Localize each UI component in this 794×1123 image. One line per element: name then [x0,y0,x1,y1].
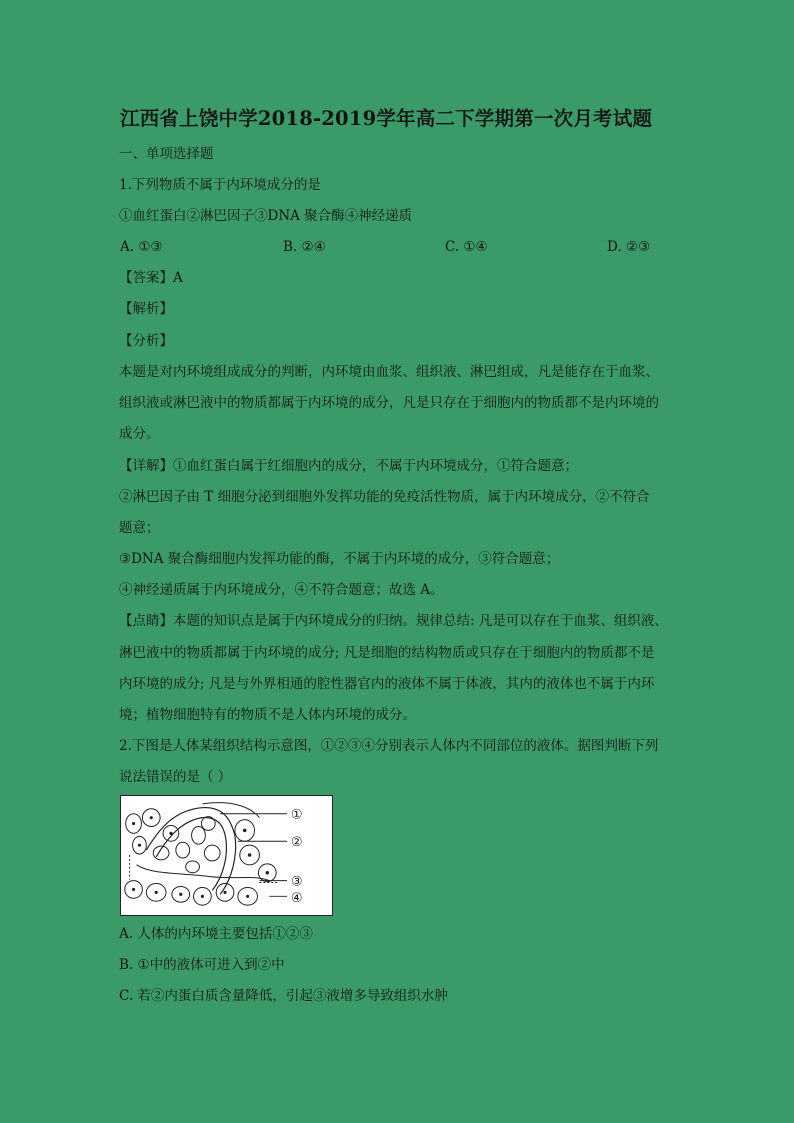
document-title: 江西省上饶中学2018-2019学年高二下学期第一次月考试题 [120,107,653,130]
q1-jiexi-label: 【解析】 [119,301,173,317]
q2-option-a: A. 人体的内环境主要包括①②③ [119,926,313,942]
q1-answer: 【答案】A [119,270,183,286]
q1-option-c: C. ①④ [445,239,488,255]
figure-label-2: ② [290,835,303,851]
q2-option-b: B. ①中的液体可进入到②中 [119,957,285,973]
cell-group [125,809,276,905]
tissue-structure-figure [120,795,333,916]
lymph-vessel [202,803,259,818]
q2-stem-line: 2.下图是人体某组织结构示意图，①②③④分别表示人体内不同部位的液体。据图判断下列 [119,738,659,754]
detail-line: ③DNA 聚合酶细胞内发挥功能的酶，不属于内环境的成分，③符合题意； [119,551,560,567]
point-line: 境；植物细胞特有的物质不是人体内环境的成分。 [119,707,416,723]
q1-stem: 1.下列物质不属于内环境成分的是 [119,177,321,193]
point-line: 【点睛】本题的知识点是属于内环境成分的归纳。规律总结: 凡是可以存在于血浆、组织液、 [119,613,668,629]
figure-label-4: ④ [290,891,303,907]
lymph-vessel [137,865,270,881]
q2-stem-line: 说法错误的是（ ） [119,769,232,785]
q1-option-b: B. ②④ [283,239,326,255]
detail-line: ④神经递质属于内环境成分，④不符合题意；故选 A。 [119,582,444,598]
figure-label-3: ③ [290,874,303,890]
capillary-wall [156,818,226,891]
figure-label-1: ① [290,807,303,823]
q1-items: ①血红蛋白②淋巴因子③DNA 聚合酶④神经递质 [119,208,413,224]
q1-fenxi-label: 【分析】 [119,333,173,349]
analysis-line: 组织液或淋巴液中的物质都属于内环境的成分，凡是只存在于细胞内的物质都不是内环境的 [119,395,659,411]
analysis-line: 本题是对内环境组成成分的判断，内环境由血浆、组织液、淋巴组成，凡是能存在于血浆、 [119,364,659,380]
section-heading: 一、单项选择题 [119,146,214,162]
analysis-line: 成分。 [119,426,160,442]
tissue-diagram [121,796,332,915]
cell-nuclei [132,816,269,898]
detail-line: 题意； [119,520,160,536]
point-line: 淋巴液中的物质都属于内环境的成分; 凡是细胞的结构物质或只存在于细胞内的物质都不是 [119,645,655,661]
q1-option-a: A. ①③ [120,239,163,255]
detail-line: ②淋巴因子由 T 细胞分泌到细胞外发挥功能的免疫活性物质，属于内环境成分，②不符合 [119,489,650,505]
q2-option-c: C. 若②内蛋白质含量降低，引起③液增多导致组织水肿 [119,988,448,1004]
q1-option-d: D. ②③ [607,239,651,255]
point-line: 内环境的成分; 凡是与外界相通的腔性器官内的液体不属于体液，其内的液体也不属于内环 [119,676,655,692]
detail-line: 【详解】①血红蛋白属于红细胞内的成分，不属于内环境成分，①符合题意； [119,458,578,474]
